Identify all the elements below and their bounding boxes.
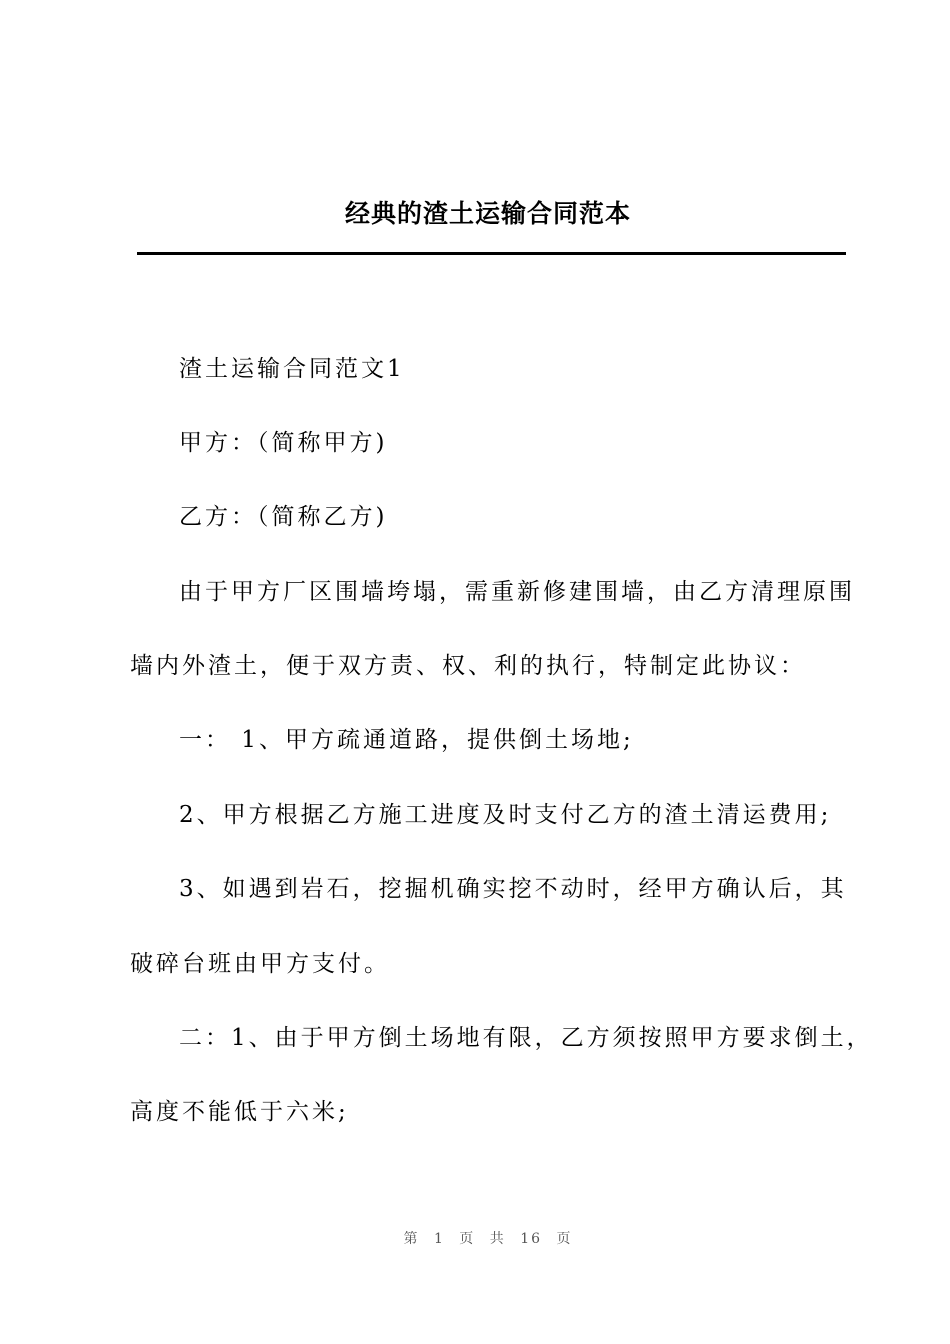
paragraph-clause-1-3-line-1: 3、如遇到岩石，挖掘机确实挖不动时，经甲方确认后，其 <box>179 876 847 902</box>
page-footer: 第 1 页 共 16 页 <box>403 1231 573 1247</box>
paragraph-clause-2-1-line-2: 高度不能低于六米; <box>130 1099 349 1125</box>
paragraph-clause-2-1-line-1: 二：1、由于甲方倒土场地有限，乙方须按照甲方要求倒土， <box>179 1025 873 1051</box>
paragraph-party-a: 甲方：（简称甲方) <box>179 430 388 456</box>
title-underline <box>137 252 846 255</box>
page-title: 经典的渣土运输合同范本 <box>344 199 631 228</box>
paragraph-intro-line-1: 由于甲方厂区围墙垮塌，需重新修建围墙，由乙方清理原围 <box>179 579 855 605</box>
paragraph-clause-1-2: 2、甲方根据乙方施工进度及时支付乙方的渣土清运费用; <box>179 802 832 828</box>
paragraph-clause-1-3-line-2: 破碎台班由甲方支付。 <box>130 951 390 977</box>
paragraph-intro-line-2: 墙内外渣土，便于双方责、权、利的执行，特制定此协议： <box>130 653 806 679</box>
paragraph-party-b: 乙方：（简称乙方) <box>179 504 388 530</box>
paragraph-heading: 渣土运输合同范文1 <box>179 356 405 382</box>
paragraph-clause-1-1: 一： 1、甲方疏通道路，提供倒土场地; <box>179 727 634 753</box>
